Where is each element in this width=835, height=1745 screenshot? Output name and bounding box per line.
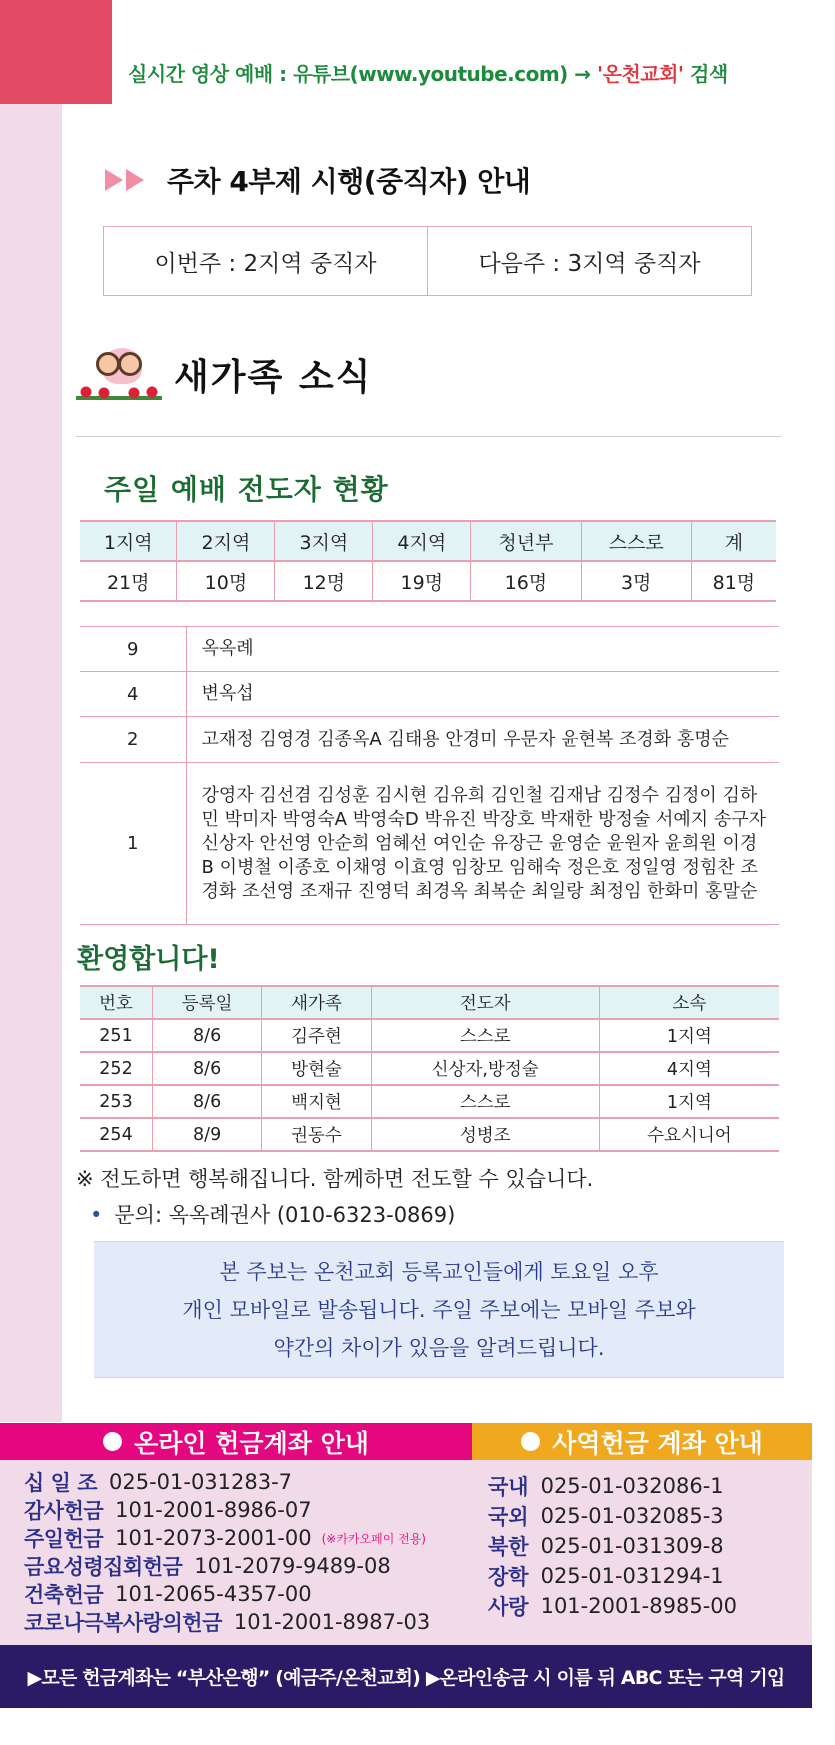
- rank-count: 1: [80, 763, 186, 925]
- cell: 254: [80, 1118, 153, 1151]
- evangelism-header-row: [80, 521, 776, 561]
- parking-section-title: [105, 160, 530, 200]
- account-number: 025-01-031283-7: [108, 1470, 293, 1494]
- new-family-title: 새가족 소식: [174, 355, 373, 398]
- account-label: 국내: [488, 1475, 529, 1499]
- evangelism-value-cell: 3명: [581, 561, 691, 601]
- corner-decor-block: [0, 0, 112, 104]
- list-item: [24, 1580, 430, 1608]
- list-item: [24, 1552, 430, 1580]
- account-label: 장학: [488, 1565, 529, 1589]
- account-number: 101-2073-2001-00: [115, 1526, 312, 1550]
- header-cell: 번호: [80, 986, 153, 1019]
- table-row: [80, 672, 779, 717]
- evangelism-value-cell: 21명: [80, 561, 177, 601]
- list-item: [24, 1496, 430, 1524]
- header-cell: 새가족: [262, 986, 371, 1019]
- account-label: 사랑: [488, 1595, 529, 1619]
- circle-bullet-icon: [521, 1432, 540, 1451]
- evangelism-header-cell: 3지역: [275, 521, 373, 561]
- cell: 성병조: [371, 1118, 599, 1151]
- cell: 4지역: [599, 1052, 779, 1085]
- list-item: [488, 1471, 737, 1501]
- online-offering-header: [0, 1423, 472, 1460]
- evangelism-header-cell: 스스로: [581, 521, 691, 561]
- new-family-heading: [76, 348, 372, 400]
- evangelism-value-cell: 12명: [275, 561, 373, 601]
- account-label: 코로나극복사랑의헌금: [24, 1611, 222, 1635]
- notice-line: 약간의 차이가 있음을 알려드립니다.: [273, 1335, 605, 1360]
- evangelism-value-cell: 16명: [471, 561, 581, 601]
- rank-names: 변옥섭: [186, 672, 779, 717]
- welcome-title: 환영합니다!: [77, 944, 220, 975]
- account-number: 101-2001-8986-07: [115, 1498, 312, 1522]
- new-family-table: [80, 985, 779, 1152]
- couple-icon: [76, 348, 162, 400]
- evangelism-header-cell: 1지역: [80, 521, 177, 561]
- header-cell: 전도자: [371, 986, 599, 1019]
- parking-next-week: 다음주 : 3지역 중직자: [427, 227, 751, 295]
- cell: 8/6: [153, 1052, 262, 1085]
- rank-count: 9: [80, 627, 186, 672]
- account-label: 십 일 조: [24, 1471, 97, 1495]
- rank-names: 옥옥례: [186, 627, 779, 672]
- table-row: [80, 1085, 779, 1118]
- cell: 8/9: [153, 1118, 262, 1151]
- live-stream-suffix: 검색: [683, 62, 728, 86]
- evangelism-header-cell: 계: [691, 521, 776, 561]
- bank-account-footer: ▶모든 헌금계좌는 “부산은행” (예금주/온천교회) ▶온라인송금 시 이름 뒤 ABC 또는 구역 기입: [0, 1645, 812, 1708]
- evangelism-header-cell: 청년부: [471, 521, 581, 561]
- mission-account-list: [488, 1471, 737, 1621]
- mission-offering-title: 사역헌금 계좌 안내: [552, 1428, 763, 1458]
- live-stream-text: 실시간 영상 예배 : 유튜브(www.youtube.com) →: [128, 62, 597, 86]
- list-item: [24, 1524, 430, 1552]
- evangelism-value-cell: 10명: [177, 561, 275, 601]
- cell: 백지현: [262, 1085, 371, 1118]
- cell: 1지역: [599, 1085, 779, 1118]
- contact-info: [90, 1199, 455, 1229]
- account-label: 건축헌금: [24, 1583, 104, 1607]
- account-label: 북한: [488, 1535, 529, 1559]
- cell: 253: [80, 1085, 153, 1118]
- account-number: 101-2001-8985-00: [540, 1594, 738, 1618]
- cell: 1지역: [599, 1019, 779, 1052]
- cell: 권동수: [262, 1118, 371, 1151]
- account-number: 025-01-032086-1: [540, 1474, 724, 1498]
- table-row: [80, 1019, 779, 1052]
- cell: 8/6: [153, 1085, 262, 1118]
- table-row: [80, 627, 779, 672]
- rank-count: 4: [80, 672, 186, 717]
- live-stream-info: [128, 58, 728, 87]
- mobile-bulletin-notice: [94, 1241, 784, 1378]
- cell: 김주현: [262, 1019, 371, 1052]
- header-cell: 등록일: [153, 986, 262, 1019]
- account-label: 감사헌금: [24, 1499, 104, 1523]
- account-number: 025-01-031294-1: [540, 1564, 724, 1588]
- cell: 수요시니어: [599, 1118, 779, 1151]
- evangelism-value-cell: 19명: [373, 561, 471, 601]
- live-stream-search-term: '온천교회': [597, 62, 684, 86]
- list-item: [488, 1591, 737, 1621]
- cell: 신상자,방정술: [371, 1052, 599, 1085]
- table-row: [80, 1118, 779, 1151]
- rank-names: 고재정 김영경 김종옥A 김태용 안경미 우문자 윤현복 조경화 홍명순: [186, 717, 779, 763]
- account-label: 주일헌금: [24, 1527, 104, 1551]
- parking-box: [103, 226, 752, 296]
- table-row: [80, 1052, 779, 1085]
- parking-title: 주차 4부제 시행(중직자) 안내: [167, 165, 531, 198]
- notice-line: 본 주보는 온천교회 등록교인들에게 토요일 오후: [219, 1259, 659, 1284]
- divider: [76, 436, 781, 437]
- online-account-list: [24, 1468, 430, 1636]
- list-item: [488, 1531, 737, 1561]
- bullet-icon: •: [90, 1203, 103, 1227]
- evangelist-rank-table: [80, 626, 779, 925]
- evangelism-header-cell: 2지역: [177, 521, 275, 561]
- new-family-header-row: [80, 986, 779, 1019]
- double-arrow-icon: [105, 169, 147, 191]
- account-label: 국외: [488, 1505, 529, 1529]
- table-row: [80, 717, 779, 763]
- evangelism-title: 주일 예배 전도자 현황: [104, 473, 389, 506]
- list-item: [24, 1468, 430, 1496]
- mission-offering-header: [472, 1423, 812, 1460]
- evangelism-value-row: [80, 561, 776, 601]
- header-cell: 소속: [599, 986, 779, 1019]
- cell: 스스로: [371, 1085, 599, 1118]
- evangelism-value-cell: 81명: [691, 561, 776, 601]
- parking-this-week: 이번주 : 2지역 중직자: [154, 250, 377, 277]
- account-number: 025-01-031309-8: [540, 1534, 724, 1558]
- account-number: 101-2065-4357-00: [115, 1582, 312, 1606]
- account-note: (※카카오페이 전용): [321, 1531, 426, 1546]
- cell: 251: [80, 1019, 153, 1052]
- left-decor-strip: [0, 0, 62, 1422]
- cell: 스스로: [371, 1019, 599, 1052]
- account-label: 금요성령집회헌금: [24, 1555, 183, 1579]
- contact-text: 문의: 옥옥례권사 (010-6323-0869): [114, 1203, 456, 1227]
- evangelism-table: [80, 520, 776, 602]
- cell: 방현술: [262, 1052, 371, 1085]
- account-number: 101-2001-8987-03: [233, 1610, 431, 1634]
- online-offering-title: 온라인 헌금계좌 안내: [134, 1428, 369, 1458]
- list-item: [488, 1561, 737, 1591]
- account-number: 025-01-032085-3: [540, 1504, 724, 1528]
- list-item: [488, 1501, 737, 1531]
- table-row: [80, 763, 779, 925]
- list-item: [24, 1608, 430, 1636]
- notice-line: 개인 모바일로 발송됩니다. 주일 주보에는 모바일 주보와: [182, 1297, 696, 1322]
- account-number: 101-2079-9489-08: [194, 1554, 391, 1578]
- rank-count: 2: [80, 717, 186, 763]
- rank-names: 강영자 김선겸 김성훈 김시현 김유희 김인철 김재남 김정수 김정이 김하민 박미자 박영숙A 박영숙D 박유진 박장호 박재한 방정술 서예지 송구자 신상자 안선영 안순희 엄혜선 여인순 유장근 윤영순 윤원자 윤희원 이경B 이병철 이종호 이채영 이효영 임창모 임해숙 정은호 정일영 정힘찬 조경화 조선영 조재규 진영덕 최경옥 최복순 최일랑 최정임 한화미 홍말순: [186, 763, 779, 925]
- evangelism-note: ※ 전도하면 행복해집니다. 함께하면 전도할 수 있습니다.: [76, 1167, 594, 1191]
- circle-bullet-icon: [103, 1432, 122, 1451]
- cell: 8/6: [153, 1019, 262, 1052]
- cell: 252: [80, 1052, 153, 1085]
- evangelism-header-cell: 4지역: [373, 521, 471, 561]
